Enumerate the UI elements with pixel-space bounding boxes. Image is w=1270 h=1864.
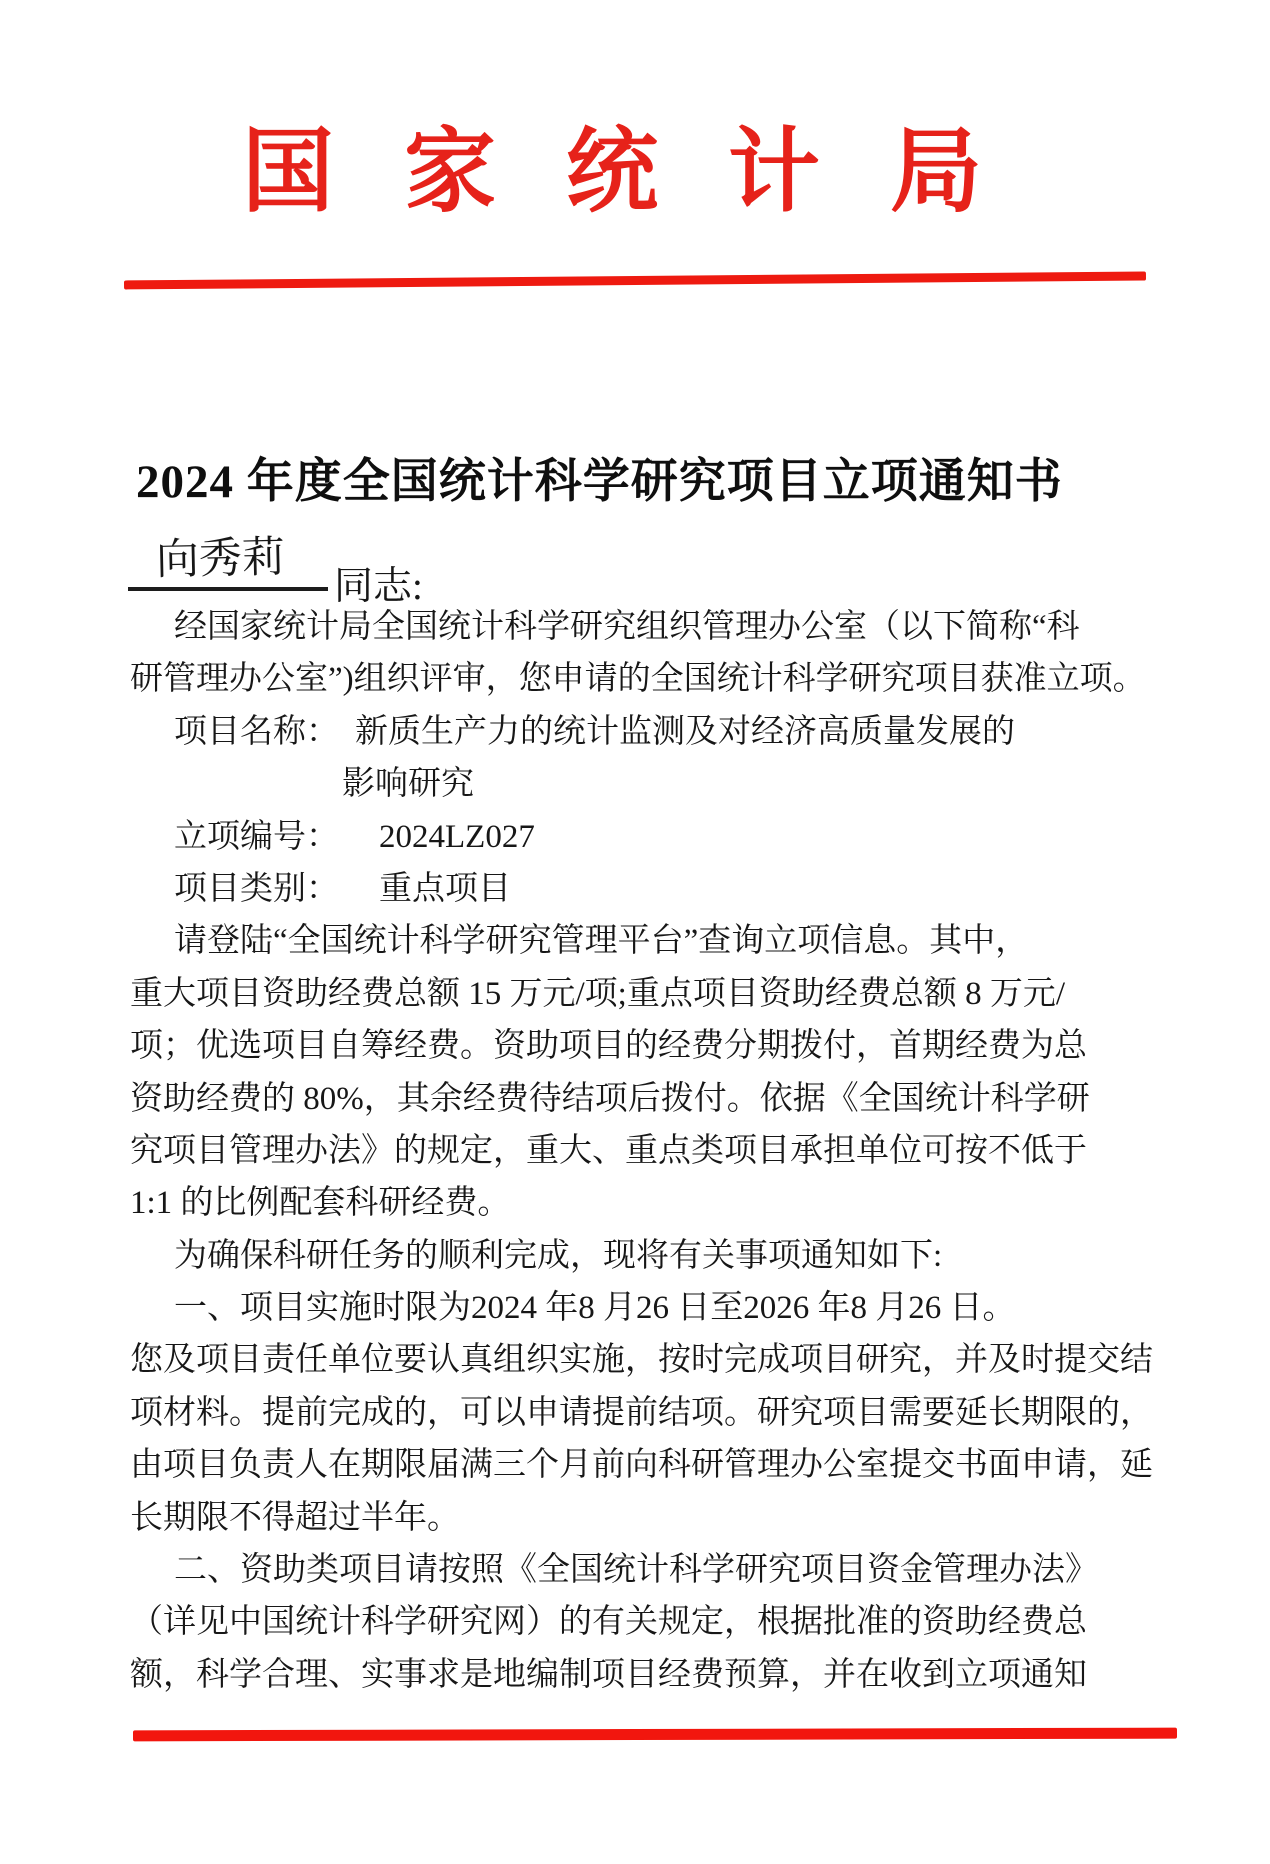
agency-name: 国家统计局 [242, 121, 1053, 223]
item1-line-1: 一、项目实施时限为2024 年8 月26 日至2026 年8 月26 日。 [174, 1290, 1016, 1327]
field-project-name-continued [130, 758, 1175, 810]
project-name-value-line2: 影响研究 [342, 766, 474, 803]
item2-line-1: 二、资助类项目请按照《全国统计科学研究项目资金管理办法》 [174, 1552, 1098, 1589]
funding-line-1: 请登陆“全国统计科学研究管理平台”查询立项信息。其中， [174, 923, 1029, 960]
funding-line-5: 究项目管理办法》的规定，重大、重点类项目承担单位可按不低于 [130, 1132, 1087, 1169]
project-category-value: 重点项目 [379, 870, 511, 907]
project-category-label: 项目类别： [174, 870, 339, 907]
field-project-name [130, 706, 1175, 758]
item1-line-4: 由项目负责人在期限届满三个月前向科研管理办公室提交书面申请，延 [130, 1447, 1153, 1484]
field-approval-number [130, 811, 1175, 863]
item1-line-5: 长期限不得超过半年。 [130, 1499, 460, 1536]
recipient-name-underline [128, 536, 328, 591]
document-title: 2024 年度全国统计科学研究项目立项通知书 [136, 456, 1063, 508]
funding-line-6: 1:1 的比例配套科研经费。 [130, 1185, 511, 1222]
field-project-category [130, 863, 1175, 915]
item1-line-2: 您及项目责任单位要认真组织实施，按时完成项目研究，并及时提交结 [130, 1342, 1153, 1379]
salutation [128, 534, 423, 609]
item1-line-3: 项材料。提前完成的，可以申请提前结项。研究项目需要延长期限的， [130, 1394, 1153, 1431]
letterhead-red-rule [124, 272, 1146, 290]
project-name-value-line1: 新质生产力的统计监测及对经济高质量发展的 [355, 713, 1015, 750]
item2-line-2: （详见中国统计科学研究网）的有关规定，根据批准的资助经费总 [130, 1604, 1087, 1641]
intro-line-2: 研管理办公室”)组织评审，您申请的全国统计科学研究项目获准立项。 [130, 661, 1146, 698]
item2-line-3: 额，科学合理、实事求是地编制项目经费预算，并在收到立项通知 [130, 1656, 1087, 1693]
intro-line-1: 经国家统计局全国统计科学研究组织管理办公室（以下简称“科 [174, 609, 1080, 645]
notice-intro-line: 为确保科研任务的顺利完成，现将有关事项通知如下: [174, 1237, 943, 1274]
recipient-name: 向秀莉 [155, 534, 286, 585]
approval-number-value: 2024LZ027 [379, 818, 535, 855]
approval-number-label: 立项编号： [174, 818, 339, 855]
salutation-suffix: 同志: [334, 565, 423, 609]
funding-line-4: 资助经费的 80%，其余经费待结项后拨付。依据《全国统计科学研 [130, 1080, 1090, 1117]
document-body [130, 601, 1175, 1701]
funding-line-2: 重大项目资助经费总额 15 万元/项;重点项目资助经费总额 8 万元/ [130, 975, 1066, 1012]
project-name-label: 项目名称： [174, 713, 339, 750]
funding-line-3: 项；优选项目自筹经费。资助项目的经费分期拨付，首期经费为总 [130, 1028, 1087, 1065]
footer-red-rule [133, 1728, 1177, 1742]
